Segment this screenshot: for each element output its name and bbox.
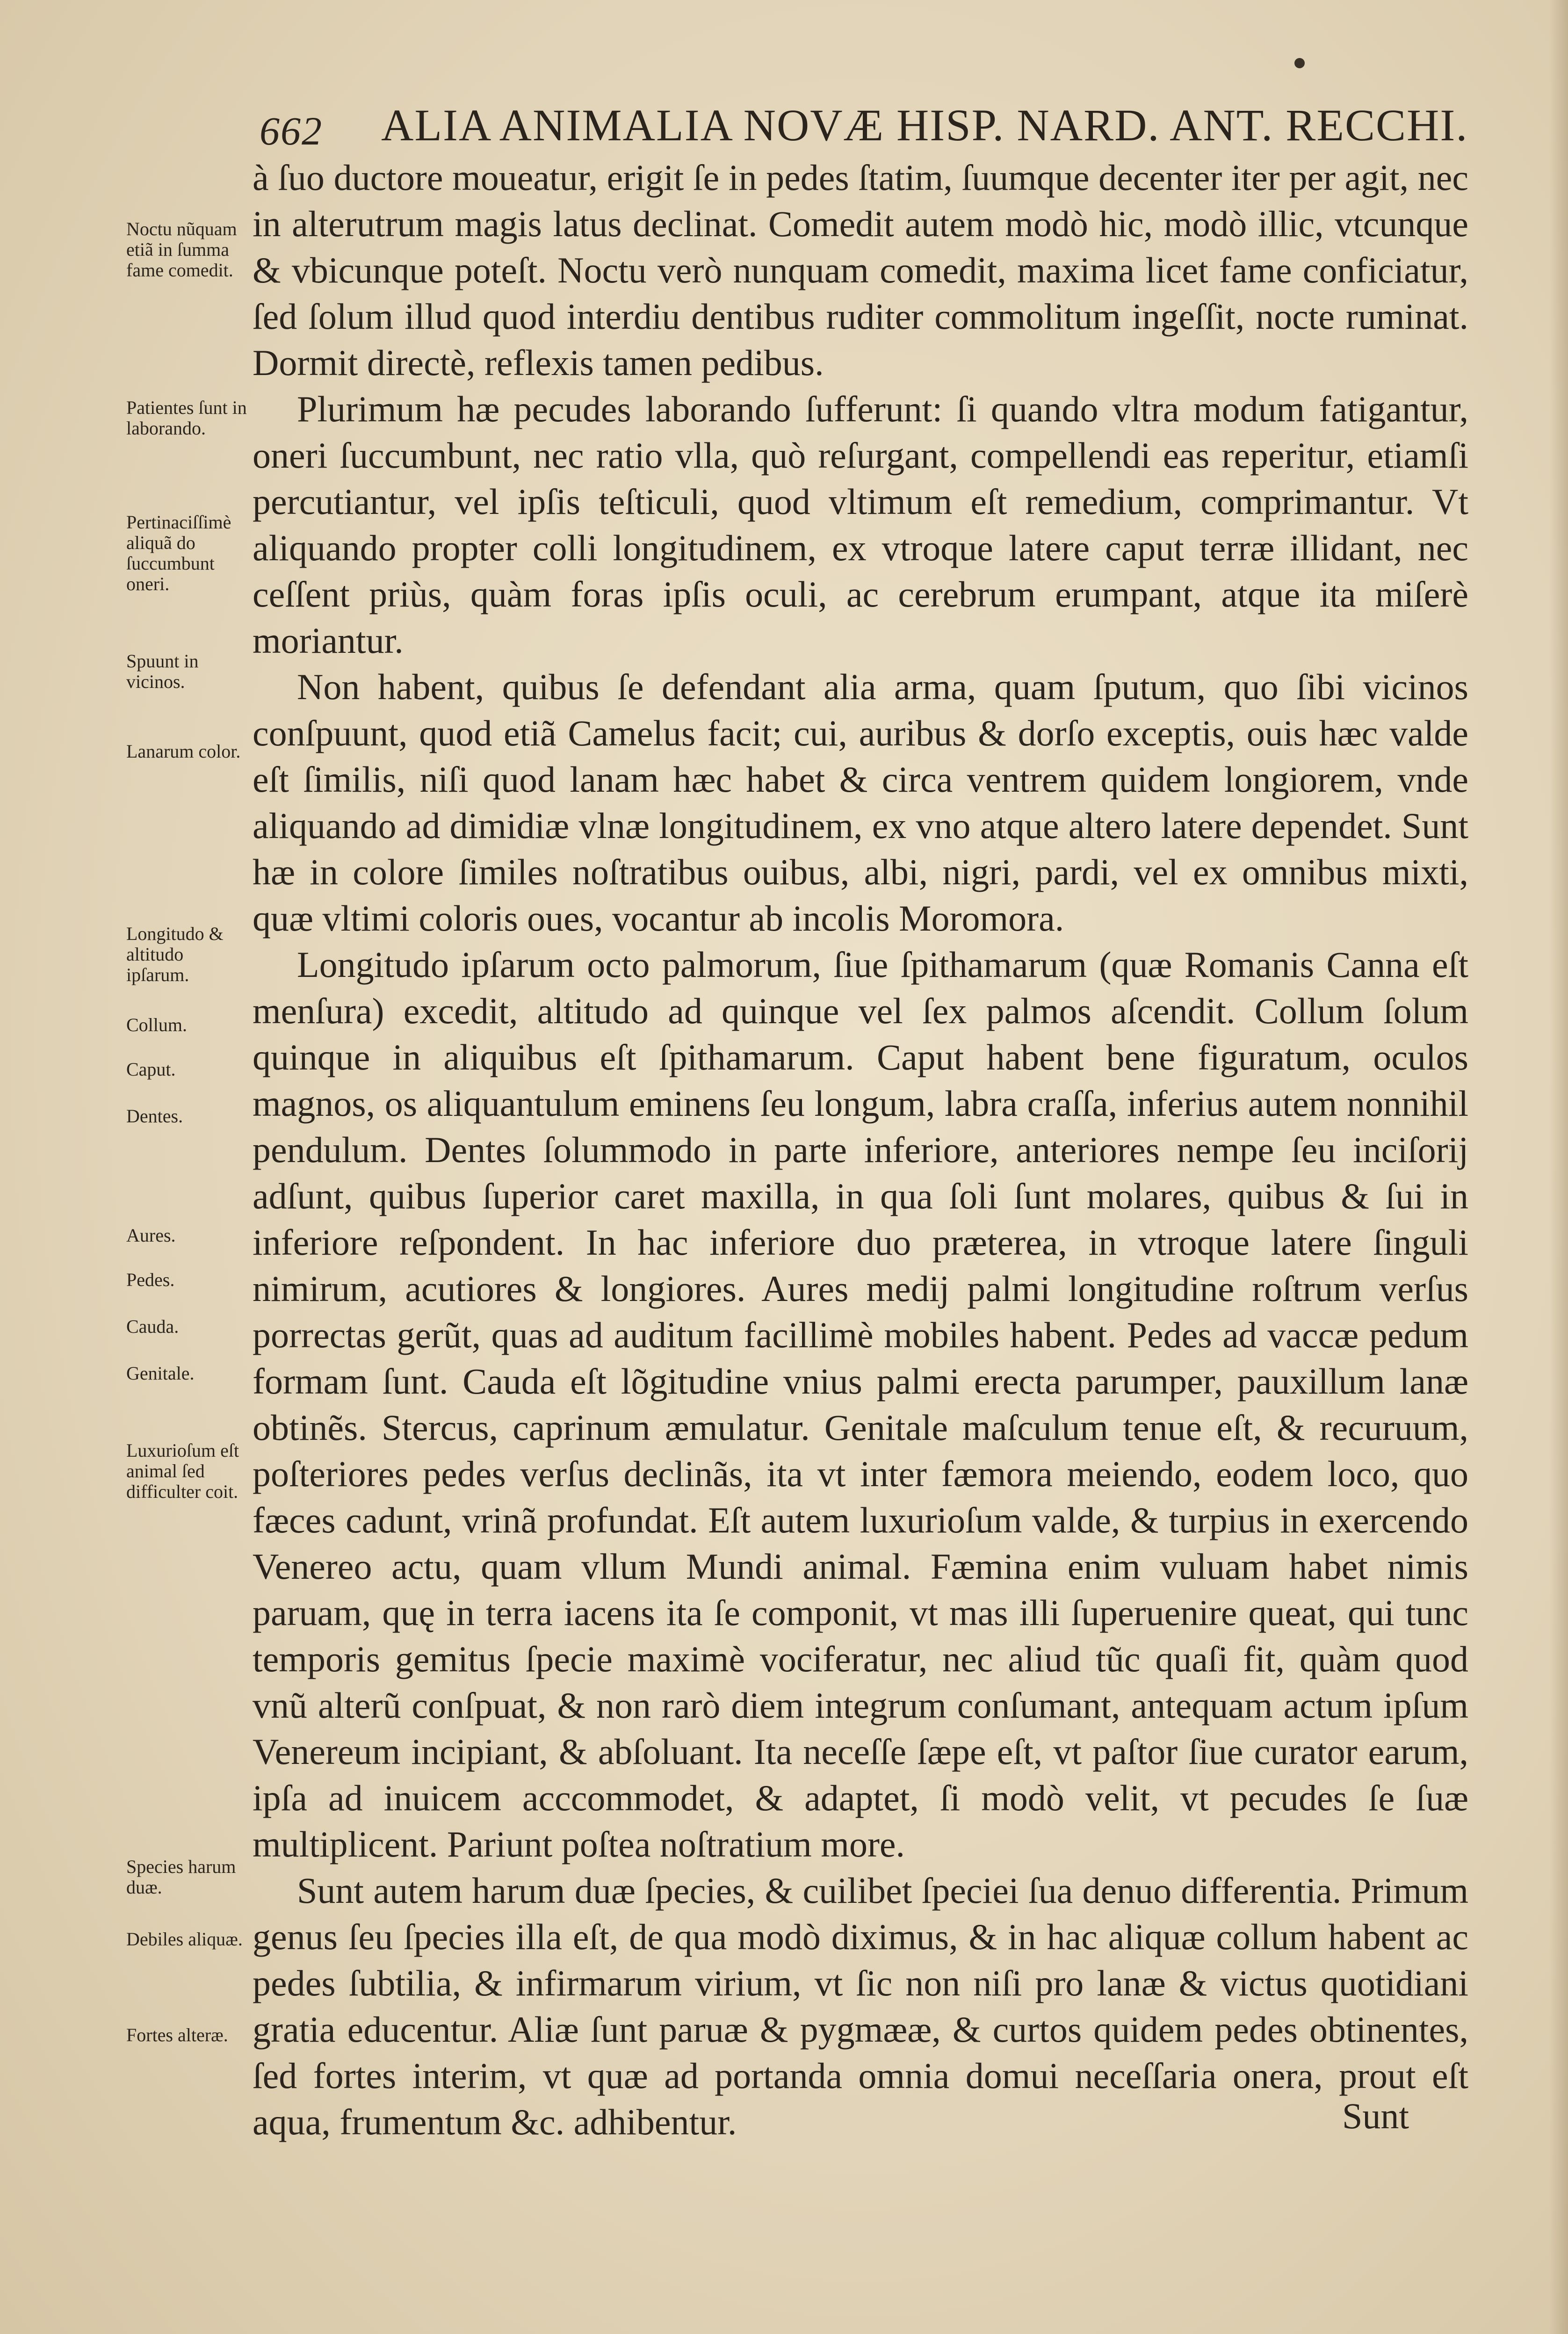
running-title: ALIA ANIMALIA NOVÆ HISP. NARD. ANT. RECCHI. (381, 100, 1468, 150)
ink-dot (1294, 58, 1305, 68)
marginal-note: Patientes ſunt in laborando. (126, 397, 247, 439)
paragraph: Longitudo ipſarum octo palmorum, ſiue ſpithamarum (quæ Romanis Canna eſt menſura) excedit, altitudo ad quinque vel ſex palmos aſcendit. Collum ſolum quinque in aliquibus eſt ſpithamarum. Caput habent bene figuratum, oculos magnos, os aliquantulum eminens ſeu longum, labra craſſa, inferius autem nonnihil pendulum. Dentes ſolummodo in parte inferiore, anteriores nempe ſeu inciſorij adſunt, quibus ſuperior caret maxilla, in qua ſoli ſunt molares, quibus & ſui in inferiore reſpondent. In hac inferiore duo præterea, in vtroque latere ſinguli nimirum, acutiores & longiores. Aures medij palmi longitudine roſtrum verſus porrectas gerũt, quas ad auditum facillimè mobiles habent. Pedes ad vaccæ pedum formam ſunt. Cauda eſt lõgitudine vnius palmi erecta parumper, pauxillum lanæ obtinẽs. Stercus, caprinum æmulatur. Genitale maſculum tenue eſt, & recuruum, poſteriores pedes verſus declinãs, ita vt inter fæmora meiendo, eodem loco, quo fæces cadunt, vrinã profundat. Eſt autem luxurioſum valde, & turpius in exercendo Venereo actu, quam vllum Mundi animal. Fæmina enim vuluam habet nimis paruam, quę in terra iacens ita ſe componit, vt mas illi ſuperuenire queat, qui tunc temporis gemitus ſpecie maximè vociferatur, nec aliud tũc quaſi fit, quàm quod vnũ alterũ conſpuat, & non rarò diem integrum conſumant, antequam actum ipſum Venereum incipiant, & abſoluant. Ita neceſſe ſæpe eſt, vt paſtor ſiue curator earum, ipſa ad inuicem acccommodet, & adaptet, ſi modò velit, vt pecudes ſe ſuæ multiplicent. Pariunt poſtea noſtratium more. (253, 944, 1468, 1864)
marginal-note: Cauda. (126, 1316, 179, 1337)
marginal-note: Spuunt in vicinos. (126, 650, 199, 692)
marginal-note: Fortes alteræ. (126, 2024, 228, 2045)
paragraph: à ſuo ductore moueatur, erigit ſe in pedes ſtatim, ſuumque decenter iter per agit, nec in alterutrum magis latus declinat. Comedit autem modò hic, modò illic, vtcunque & vbicunque poteſt. Noctu verò nunquam comedit, maxima licet fame conficiatur, ſed ſolum illud quod interdiu dentibus ruditer commolitum ingeſſit, nocte ruminat. Dormit directè, reflexis tamen pedibus. (253, 157, 1468, 383)
marginal-note: Caput. (126, 1059, 176, 1080)
marginal-note: Dentes. (126, 1106, 183, 1127)
page-number: 662 (260, 108, 323, 153)
paragraph: Non habent, quibus ſe defendant alia arma, quam ſputum, quo ſibi vicinos conſpuunt, quod etiã Camelus facit; cui, auribus & dorſo exceptis, ouis hæc valde eſt ſimilis, niſi quod lanam hæc habet & circa ventrem quidem longiorem, vnde aliquando ad dimidiæ vlnæ longitudinem, ex vno atque altero latere dependet. Sunt hæ in colore ſimiles noſtratibus ouibus, albi, nigri, pardi, vel ex omnibus mixti, quæ vltimi coloris oues, vocantur ab incolis Moromora. (253, 666, 1468, 939)
marginal-note: Species harum duæ. (126, 1856, 236, 1898)
marginal-note: Pertinaciſſimè aliquã do ſuccumbunt oneri. (126, 512, 231, 594)
marginal-note: Noctu nũquam etiã in ſumma fame comedit. (126, 218, 237, 281)
marginal-note: Longitudo & altitudo ipſarum. (126, 923, 224, 985)
marginal-note: Aures. (126, 1225, 176, 1246)
marginal-note: Genitale. (126, 1363, 195, 1384)
paragraph: Plurimum hæ pecudes laborando ſufferunt: ſi quando vltra modum fatigantur, oneri ſuccumbunt, nec ratio vlla, quò reſurgant, compellendi eas reperitur, etiamſi percutiantur, vel ipſis teſticuli, quod vltimum eſt remedium, comprimantur. Vt aliquando propter colli longitudinem, ex vtroque latere caput terræ illidant, nec ceſſent priùs, quàm foras ipſis oculi, ac cerebrum erumpant, atque ita miſerè moriantur. (253, 389, 1468, 661)
catchword: Sunt (1342, 2096, 1409, 2136)
marginal-note: Pedes. (126, 1269, 175, 1290)
marginal-note: Debiles aliquæ. (126, 1929, 243, 1950)
marginal-note: Collum. (126, 1014, 188, 1035)
main-text (253, 154, 1468, 2145)
marginal-note: Luxurioſum eſt animal ſed difficulter coit. (126, 1440, 239, 1502)
marginal-note: Lanarum color. (126, 741, 241, 762)
page-edge-shadow (1549, 0, 1568, 2334)
paragraph: Sunt autem harum duæ ſpecies, & cuilibet ſpeciei ſua denuo differentia. Primum genus ſeu ſpecies illa eſt, de qua modò diximus, & in hac aliquæ collum habent ac pedes ſubtilia, & infirmarum virium, vt ſic non niſi pro lanæ & victus quotidiani gratia educentur. Aliæ ſunt paruæ & pygmææ, & curtos quidem pedes obtinentes, ſed fortes interim, vt quæ ad portanda omnia domui neceſſaria onera, prout eſt aqua, frumentum &c. adhibentur. (253, 1870, 1468, 2142)
running-header (260, 75, 1468, 153)
